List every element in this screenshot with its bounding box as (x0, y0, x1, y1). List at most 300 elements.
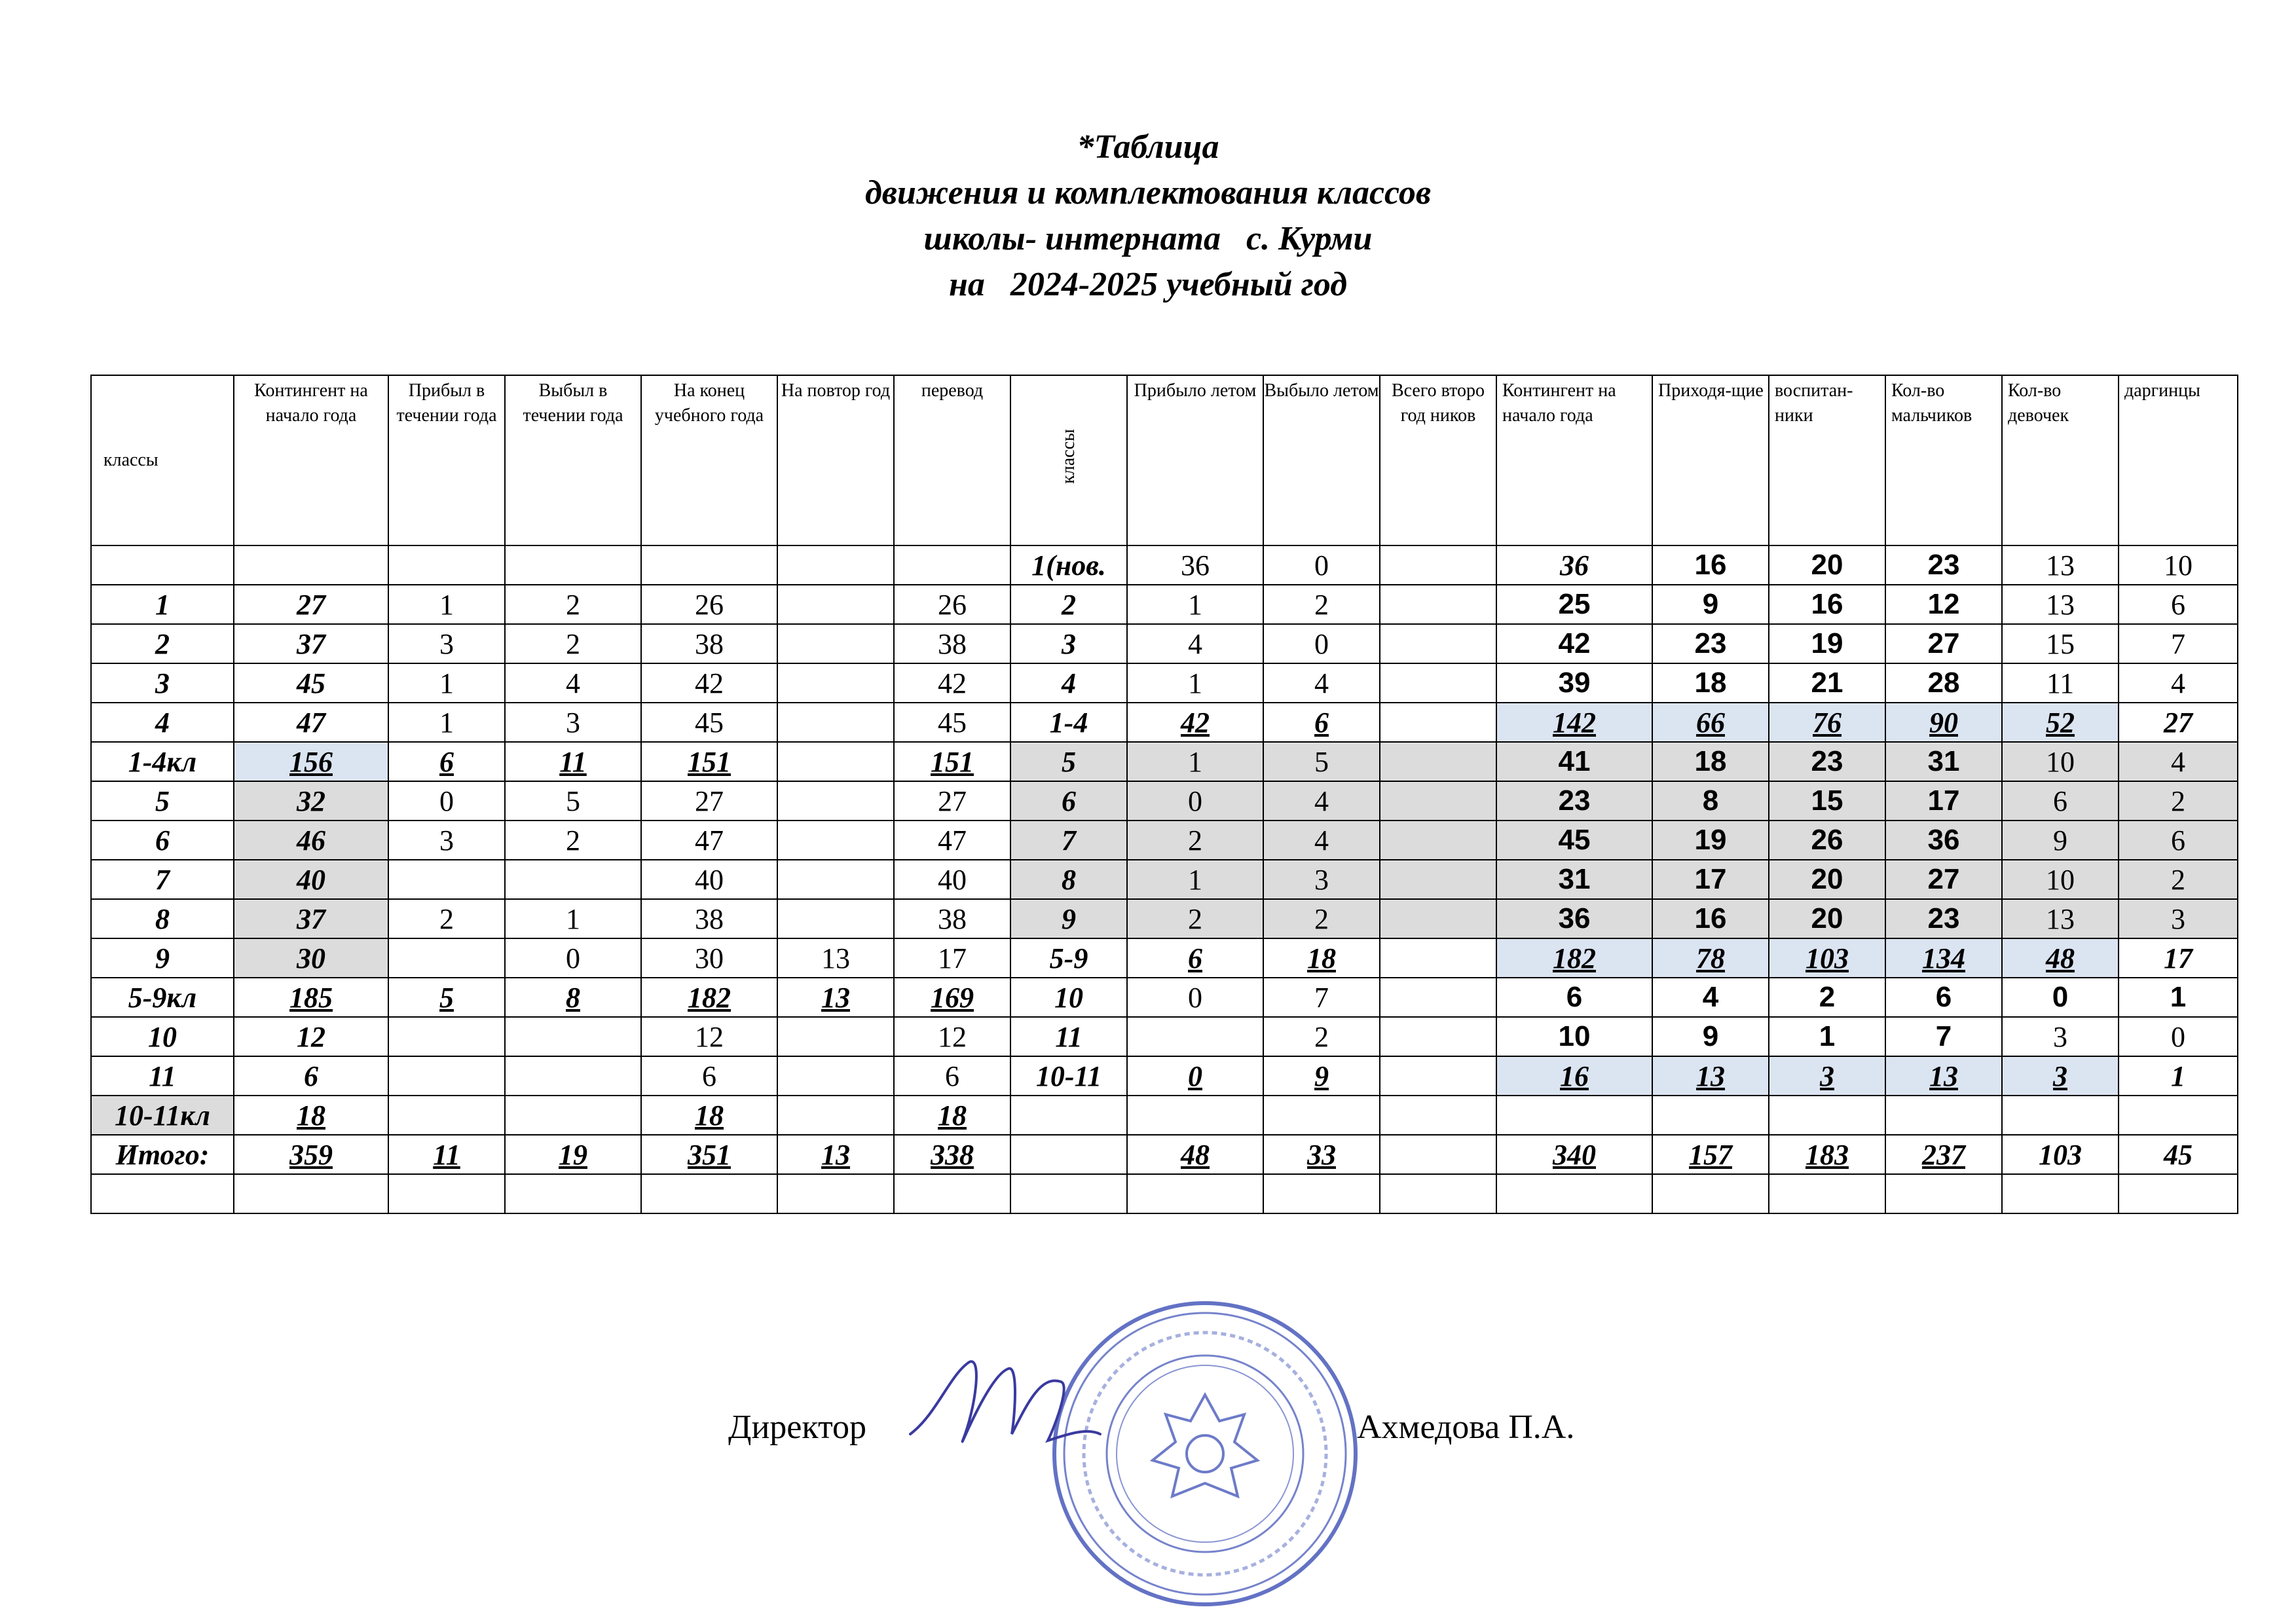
header-cell: Выбыло летом (1263, 375, 1380, 545)
table-cell: 7 (91, 860, 234, 899)
table-cell: 237 (1885, 1135, 2002, 1174)
table-cell (388, 1096, 505, 1135)
table-row (91, 821, 2238, 860)
table-cell: 45 (2119, 1135, 2238, 1174)
table-cell: 0 (1127, 781, 1263, 821)
table-cell: 1 (2119, 978, 2238, 1017)
table-cell: 33 (1263, 1135, 1380, 1174)
header-cell-vertical-text: классы (1058, 429, 1079, 484)
table-cell (894, 1174, 1010, 1213)
table-cell: 90 (1885, 703, 2002, 742)
table-cell: 40 (641, 860, 777, 899)
table-cell: 4 (1263, 663, 1380, 703)
table-cell: 4 (1263, 781, 1380, 821)
table-cell (1263, 1174, 1380, 1213)
table-cell: 11 (1010, 1017, 1127, 1056)
table-cell (1263, 1096, 1380, 1135)
table-cell: 5 (388, 978, 505, 1017)
table-cell: 6 (1263, 703, 1380, 742)
table-cell (388, 545, 505, 585)
table-cell: 36 (1127, 545, 1263, 585)
table-cell: 6 (91, 821, 234, 860)
table-cell (1885, 1096, 2002, 1135)
table-cell (1127, 1096, 1263, 1135)
header-cell: даргинцы (2119, 375, 2238, 545)
table-cell: 23 (1885, 899, 2002, 938)
table-cell: 2 (1263, 899, 1380, 938)
header-cell: Кол-во мальчиков (1885, 375, 2002, 545)
table-cell (1380, 899, 1496, 938)
table-cell: 10 (1010, 978, 1127, 1017)
table-cell: 9 (1652, 1017, 1769, 1056)
table-cell (777, 742, 894, 781)
director-name: Ахмедова П.А. (1357, 1409, 1575, 1446)
header-cell: Прибыл в течении года (388, 375, 505, 545)
table-cell (1380, 703, 1496, 742)
table-cell: 18 (641, 1096, 777, 1135)
table-cell: 6 (641, 1056, 777, 1096)
table-cell: 20 (1769, 545, 1885, 585)
table-cell (234, 1174, 388, 1213)
table-cell: 0 (1263, 545, 1380, 585)
table-cell (388, 938, 505, 978)
table-cell (777, 781, 894, 821)
table-cell (777, 1096, 894, 1135)
table-cell (894, 545, 1010, 585)
table-cell: 13 (1885, 1056, 2002, 1096)
table-cell: 1 (1127, 742, 1263, 781)
table-cell: 2 (2119, 781, 2238, 821)
table-cell: 6 (1496, 978, 1652, 1017)
table-cell (1769, 1096, 1885, 1135)
header-cell: перевод (894, 375, 1010, 545)
table-cell: 3 (91, 663, 234, 703)
table-cell: 134 (1885, 938, 2002, 978)
table-cell: 6 (388, 742, 505, 781)
table-cell: 48 (1127, 1135, 1263, 1174)
table-cell: 6 (2002, 781, 2119, 821)
header-cell: На повтор год (777, 375, 894, 545)
table-cell: 31 (1885, 742, 2002, 781)
table-cell: 27 (1885, 624, 2002, 663)
header-row (91, 375, 2238, 545)
table-cell (505, 1056, 641, 1096)
table-cell: 15 (1769, 781, 1885, 821)
table-cell (91, 545, 234, 585)
table-cell (1380, 1056, 1496, 1096)
table-cell: 2 (505, 821, 641, 860)
table-cell (777, 1056, 894, 1096)
table-cell (388, 1174, 505, 1213)
table-cell: 3 (388, 624, 505, 663)
table-row (91, 663, 2238, 703)
table-cell: 28 (1885, 663, 2002, 703)
table-cell: 23 (1885, 545, 2002, 585)
table-cell: 0 (1263, 624, 1380, 663)
table-cell: 18 (1652, 663, 1769, 703)
table-cell: 20 (1769, 899, 1885, 938)
table-cell: 6 (234, 1056, 388, 1096)
table-cell: 3 (2002, 1017, 2119, 1056)
table-cell: 0 (1127, 1056, 1263, 1096)
table-cell: 340 (1496, 1135, 1652, 1174)
header-cell: Контингент на начало года (234, 375, 388, 545)
table-row (91, 1174, 2238, 1213)
table-cell: 18 (1652, 742, 1769, 781)
table-cell: 36 (1885, 821, 2002, 860)
table-cell: 17 (894, 938, 1010, 978)
table-cell: 45 (1496, 821, 1652, 860)
table-cell: 45 (894, 703, 1010, 742)
table-cell: 1 (1127, 663, 1263, 703)
table-cell: 3 (2002, 1056, 2119, 1096)
table-cell: 338 (894, 1135, 1010, 1174)
header-cell: Выбыл в течении года (505, 375, 641, 545)
table-cell: 2 (1263, 1017, 1380, 1056)
table-cell (1380, 1096, 1496, 1135)
table-cell (1380, 585, 1496, 624)
table-cell: 7 (2119, 624, 2238, 663)
table-cell (1010, 1135, 1127, 1174)
table-cell: 27 (641, 781, 777, 821)
table-cell: 13 (2002, 585, 2119, 624)
table-cell: 13 (1652, 1056, 1769, 1096)
table-cell: 9 (1263, 1056, 1380, 1096)
table-cell: 3 (1769, 1056, 1885, 1096)
table-cell: 7 (1010, 821, 1127, 860)
table-cell: 1 (388, 585, 505, 624)
table-cell: 21 (1769, 663, 1885, 703)
table-cell: 18 (234, 1096, 388, 1135)
header-cell: Всего второ год ников (1380, 375, 1496, 545)
table-cell: 4 (1010, 663, 1127, 703)
table-cell: 16 (1652, 899, 1769, 938)
table-cell: 6 (2119, 821, 2238, 860)
table-cell: 66 (1652, 703, 1769, 742)
table-cell: 5 (1263, 742, 1380, 781)
table-cell (777, 663, 894, 703)
table-row (91, 1056, 2238, 1096)
table-cell: 157 (1652, 1135, 1769, 1174)
header-cell: воспитан-ники (1769, 375, 1885, 545)
table-row (91, 938, 2238, 978)
table-cell (1127, 1174, 1263, 1213)
table-cell: 52 (2002, 703, 2119, 742)
header-cell: классы (91, 375, 234, 545)
table-cell (1496, 1096, 1652, 1135)
table-cell: 26 (1769, 821, 1885, 860)
table-cell (505, 1017, 641, 1056)
table-cell (777, 1174, 894, 1213)
table-row (91, 978, 2238, 1017)
table-cell (505, 1096, 641, 1135)
table-cell: 47 (234, 703, 388, 742)
table-cell: 6 (1010, 781, 1127, 821)
table-cell: 5 (91, 781, 234, 821)
table-cell: 3 (1010, 624, 1127, 663)
table-cell: 359 (234, 1135, 388, 1174)
table-cell: 17 (1652, 860, 1769, 899)
table-cell: 10-11кл (91, 1096, 234, 1135)
table-cell: 1 (388, 703, 505, 742)
table-cell: 38 (894, 624, 1010, 663)
table-cell: 4 (2119, 663, 2238, 703)
table-cell: 182 (1496, 938, 1652, 978)
table-cell: 27 (894, 781, 1010, 821)
table-cell (1380, 1135, 1496, 1174)
table-cell: 11 (505, 742, 641, 781)
table-cell: 6 (1885, 978, 2002, 1017)
table-cell (1380, 821, 1496, 860)
table-cell: 7 (1263, 978, 1380, 1017)
table-cell (2119, 1174, 2238, 1213)
table-cell: 11 (2002, 663, 2119, 703)
table-cell: 2 (1769, 978, 1885, 1017)
table-row (91, 624, 2238, 663)
table-cell: 3 (505, 703, 641, 742)
header-cell: На конец учебного года (641, 375, 777, 545)
table-row (91, 1096, 2238, 1135)
table-row (91, 545, 2238, 585)
table-cell: 31 (1496, 860, 1652, 899)
table-cell: 2 (91, 624, 234, 663)
table-cell: 37 (234, 899, 388, 938)
table-cell: 48 (2002, 938, 2119, 978)
table-row (91, 703, 2238, 742)
table-cell (2002, 1096, 2119, 1135)
table-cell: 4 (1652, 978, 1769, 1017)
table-cell (777, 585, 894, 624)
table-cell (777, 821, 894, 860)
table-cell: 1 (388, 663, 505, 703)
director-label: Директор (728, 1409, 866, 1446)
table-row (91, 585, 2238, 624)
table-cell: 11 (91, 1056, 234, 1096)
table-cell: 12 (641, 1017, 777, 1056)
title-line-4: на 2024-2025 учебный год (948, 266, 1348, 303)
table-cell: 13 (777, 1135, 894, 1174)
table-cell: 17 (1885, 781, 2002, 821)
table-cell (1380, 663, 1496, 703)
table-cell: 8 (1652, 781, 1769, 821)
table-cell: 18 (894, 1096, 1010, 1135)
table-cell: 10 (91, 1017, 234, 1056)
table-cell: 185 (234, 978, 388, 1017)
class-movement-table (90, 375, 2238, 1214)
table-cell (91, 1174, 234, 1213)
table-cell: 5-9 (1010, 938, 1127, 978)
table-cell (1380, 938, 1496, 978)
table-cell (2002, 1174, 2119, 1213)
table-cell: 13 (777, 978, 894, 1017)
table-cell: 2 (1127, 821, 1263, 860)
table-cell (1885, 1174, 2002, 1213)
table-cell: 4 (505, 663, 641, 703)
table-cell (1010, 1174, 1127, 1213)
table-cell: 36 (1496, 899, 1652, 938)
table-cell: 13 (2002, 545, 2119, 585)
table-cell: 46 (234, 821, 388, 860)
table-cell: 42 (1127, 703, 1263, 742)
table-cell: 2 (1263, 585, 1380, 624)
table-cell: 19 (1769, 624, 1885, 663)
table-cell (1380, 742, 1496, 781)
table-cell: 42 (894, 663, 1010, 703)
table-cell: 10-11 (1010, 1056, 1127, 1096)
table-cell: 2 (505, 585, 641, 624)
table-cell: 38 (894, 899, 1010, 938)
table-cell (1380, 1017, 1496, 1056)
table-cell: 0 (388, 781, 505, 821)
table-cell: 351 (641, 1135, 777, 1174)
table-cell: 10 (2119, 545, 2238, 585)
table-cell: 16 (1652, 545, 1769, 585)
table-cell: 6 (2119, 585, 2238, 624)
table-cell: 5 (505, 781, 641, 821)
table-row (91, 899, 2238, 938)
table-cell: 103 (2002, 1135, 2119, 1174)
table-cell: 169 (894, 978, 1010, 1017)
table-cell: 12 (234, 1017, 388, 1056)
table-cell: 42 (1496, 624, 1652, 663)
table-cell: 16 (1769, 585, 1885, 624)
table-cell: 23 (1769, 742, 1885, 781)
table-cell (234, 545, 388, 585)
table-cell (505, 545, 641, 585)
table-cell (1380, 860, 1496, 899)
table-cell: 1-4кл (91, 742, 234, 781)
table-cell (1380, 781, 1496, 821)
table-cell: 6 (894, 1056, 1010, 1096)
table-cell (1496, 1174, 1652, 1213)
table-cell: 38 (641, 899, 777, 938)
table-cell: 9 (1652, 585, 1769, 624)
table-cell: 4 (1127, 624, 1263, 663)
table-cell: 25 (1496, 585, 1652, 624)
table-cell (1652, 1096, 1769, 1135)
table-cell: 76 (1769, 703, 1885, 742)
table-cell: 0 (1127, 978, 1263, 1017)
table-cell: 10 (1496, 1017, 1652, 1056)
table-cell (1010, 1096, 1127, 1135)
table-cell: 39 (1496, 663, 1652, 703)
table-cell: 38 (641, 624, 777, 663)
table-cell: 7 (1885, 1017, 2002, 1056)
table-cell: 182 (641, 978, 777, 1017)
header-cell: Контингент на начало года (1496, 375, 1652, 545)
table-cell (388, 1017, 505, 1056)
table-cell: 183 (1769, 1135, 1885, 1174)
director-signature-image (897, 1336, 1107, 1467)
table-cell: 15 (2002, 624, 2119, 663)
table-cell (777, 703, 894, 742)
table-cell: 78 (1652, 938, 1769, 978)
table-cell: 2 (1010, 585, 1127, 624)
table-cell: 4 (2119, 742, 2238, 781)
table-cell: Итого: (91, 1135, 234, 1174)
table-cell: 23 (1496, 781, 1652, 821)
table-cell (1380, 1174, 1496, 1213)
table-cell: 1 (1769, 1017, 1885, 1056)
table-cell: 1 (91, 585, 234, 624)
table-row (91, 781, 2238, 821)
table-cell (641, 1174, 777, 1213)
table-row (91, 742, 2238, 781)
table-cell: 23 (1652, 624, 1769, 663)
header-cell: Прибыло летом (1127, 375, 1263, 545)
table-cell: 2 (1127, 899, 1263, 938)
table-cell: 45 (641, 703, 777, 742)
table-cell: 3 (1263, 860, 1380, 899)
table-cell: 0 (2002, 978, 2119, 1017)
table-cell: 142 (1496, 703, 1652, 742)
table-cell: 8 (91, 899, 234, 938)
table-cell: 3 (388, 821, 505, 860)
document-title (0, 124, 2296, 308)
table-cell: 26 (641, 585, 777, 624)
table-cell: 19 (1652, 821, 1769, 860)
table-cell: 27 (2119, 703, 2238, 742)
table-cell (505, 860, 641, 899)
table-row (91, 1135, 2238, 1174)
table-cell: 26 (894, 585, 1010, 624)
table-cell: 1 (2119, 1056, 2238, 1096)
table-cell (1380, 545, 1496, 585)
table-cell (777, 545, 894, 585)
table-row (91, 860, 2238, 899)
title-line-1: *Таблица (1077, 128, 1219, 166)
table-cell (777, 899, 894, 938)
table-cell: 1 (1127, 860, 1263, 899)
table-cell: 30 (234, 938, 388, 978)
table-cell: 12 (1885, 585, 2002, 624)
header-cell: Кол-во девочек (2002, 375, 2119, 545)
table-cell (1652, 1174, 1769, 1213)
table-cell: 4 (91, 703, 234, 742)
table-cell: 17 (2119, 938, 2238, 978)
table-cell (388, 1056, 505, 1096)
table-cell: 151 (641, 742, 777, 781)
table-cell: 32 (234, 781, 388, 821)
title-line-2: движения и комплектования классов (864, 174, 1432, 212)
table-cell: 2 (388, 899, 505, 938)
table-cell: 30 (641, 938, 777, 978)
table-cell: 40 (894, 860, 1010, 899)
table-cell: 9 (1010, 899, 1127, 938)
title-line-3: школы- интерната с. Курми (923, 220, 1373, 257)
table-cell (777, 1017, 894, 1056)
table-cell: 10 (2002, 860, 2119, 899)
table-cell: 0 (505, 938, 641, 978)
table-cell: 13 (2002, 899, 2119, 938)
table-cell: 1 (1127, 585, 1263, 624)
table-cell: 6 (1127, 938, 1263, 978)
table-cell: 36 (1496, 545, 1652, 585)
table-cell: 27 (234, 585, 388, 624)
table-cell: 10 (2002, 742, 2119, 781)
table-cell (2119, 1096, 2238, 1135)
table-cell: 13 (777, 938, 894, 978)
table-cell: 1(нов. (1010, 545, 1127, 585)
table-cell: 0 (2119, 1017, 2238, 1056)
table-row (91, 1017, 2238, 1056)
table-cell: 20 (1769, 860, 1885, 899)
table-cell: 11 (388, 1135, 505, 1174)
table-cell: 37 (234, 624, 388, 663)
table-cell: 3 (2119, 899, 2238, 938)
table-cell: 47 (894, 821, 1010, 860)
table-cell: 9 (91, 938, 234, 978)
